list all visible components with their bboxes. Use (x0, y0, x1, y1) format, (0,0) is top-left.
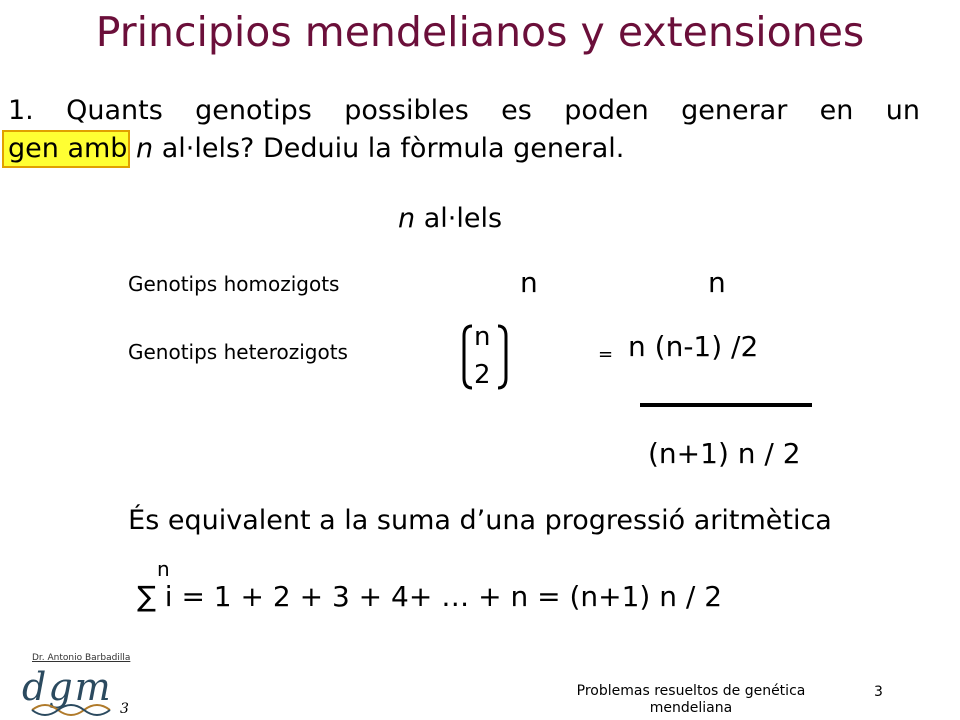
question-part-a: gen amb (8, 133, 137, 164)
author-link[interactable]: Dr. Antonio Barbadilla (32, 653, 131, 663)
question-line-1: 1. Quants genotips possibles es poden generar en un (8, 95, 920, 126)
alleles-text: al·lels (415, 203, 503, 234)
equals-sign: = (598, 344, 614, 365)
binomial-bottom: 2 (474, 360, 491, 390)
sum-expression: ∑ i = 1 + 2 + 3 + 4+ … + n = (n+1) n / 2 (137, 580, 723, 613)
question-line-2 (8, 130, 624, 168)
alleles-variable: n (398, 203, 416, 234)
total-formula: (n+1) n / 2 (648, 437, 801, 470)
homozygous-result: n (708, 266, 726, 299)
homozygous-count: n (520, 266, 538, 299)
slide-title: Principios mendelianos y extensiones (95, 8, 865, 56)
sum-upper-limit: n (157, 557, 170, 581)
sum-line (640, 403, 812, 407)
alleles-heading (398, 203, 502, 234)
question-part-b: al·lels? Deduiu la fòrmula general. (153, 133, 625, 164)
heterozygous-formula: n (n-1) /2 (628, 330, 759, 363)
binomial-top: n (474, 322, 491, 352)
equivalence-statement: És equivalent a la suma d’una progressió aritmètica (128, 505, 832, 536)
logo-number: 3 (120, 701, 129, 717)
homozygous-label: Genotips homozigots (128, 272, 340, 296)
footer-caption: Problemas resueltos de genética mendeliana (576, 683, 806, 716)
heterozygous-label: Genotips heterozigots (128, 340, 348, 364)
dgm-logo: dgm (22, 665, 113, 709)
dna-logo-icon (30, 700, 120, 720)
page-number: 3 (874, 684, 883, 700)
question-variable: n (136, 133, 154, 164)
